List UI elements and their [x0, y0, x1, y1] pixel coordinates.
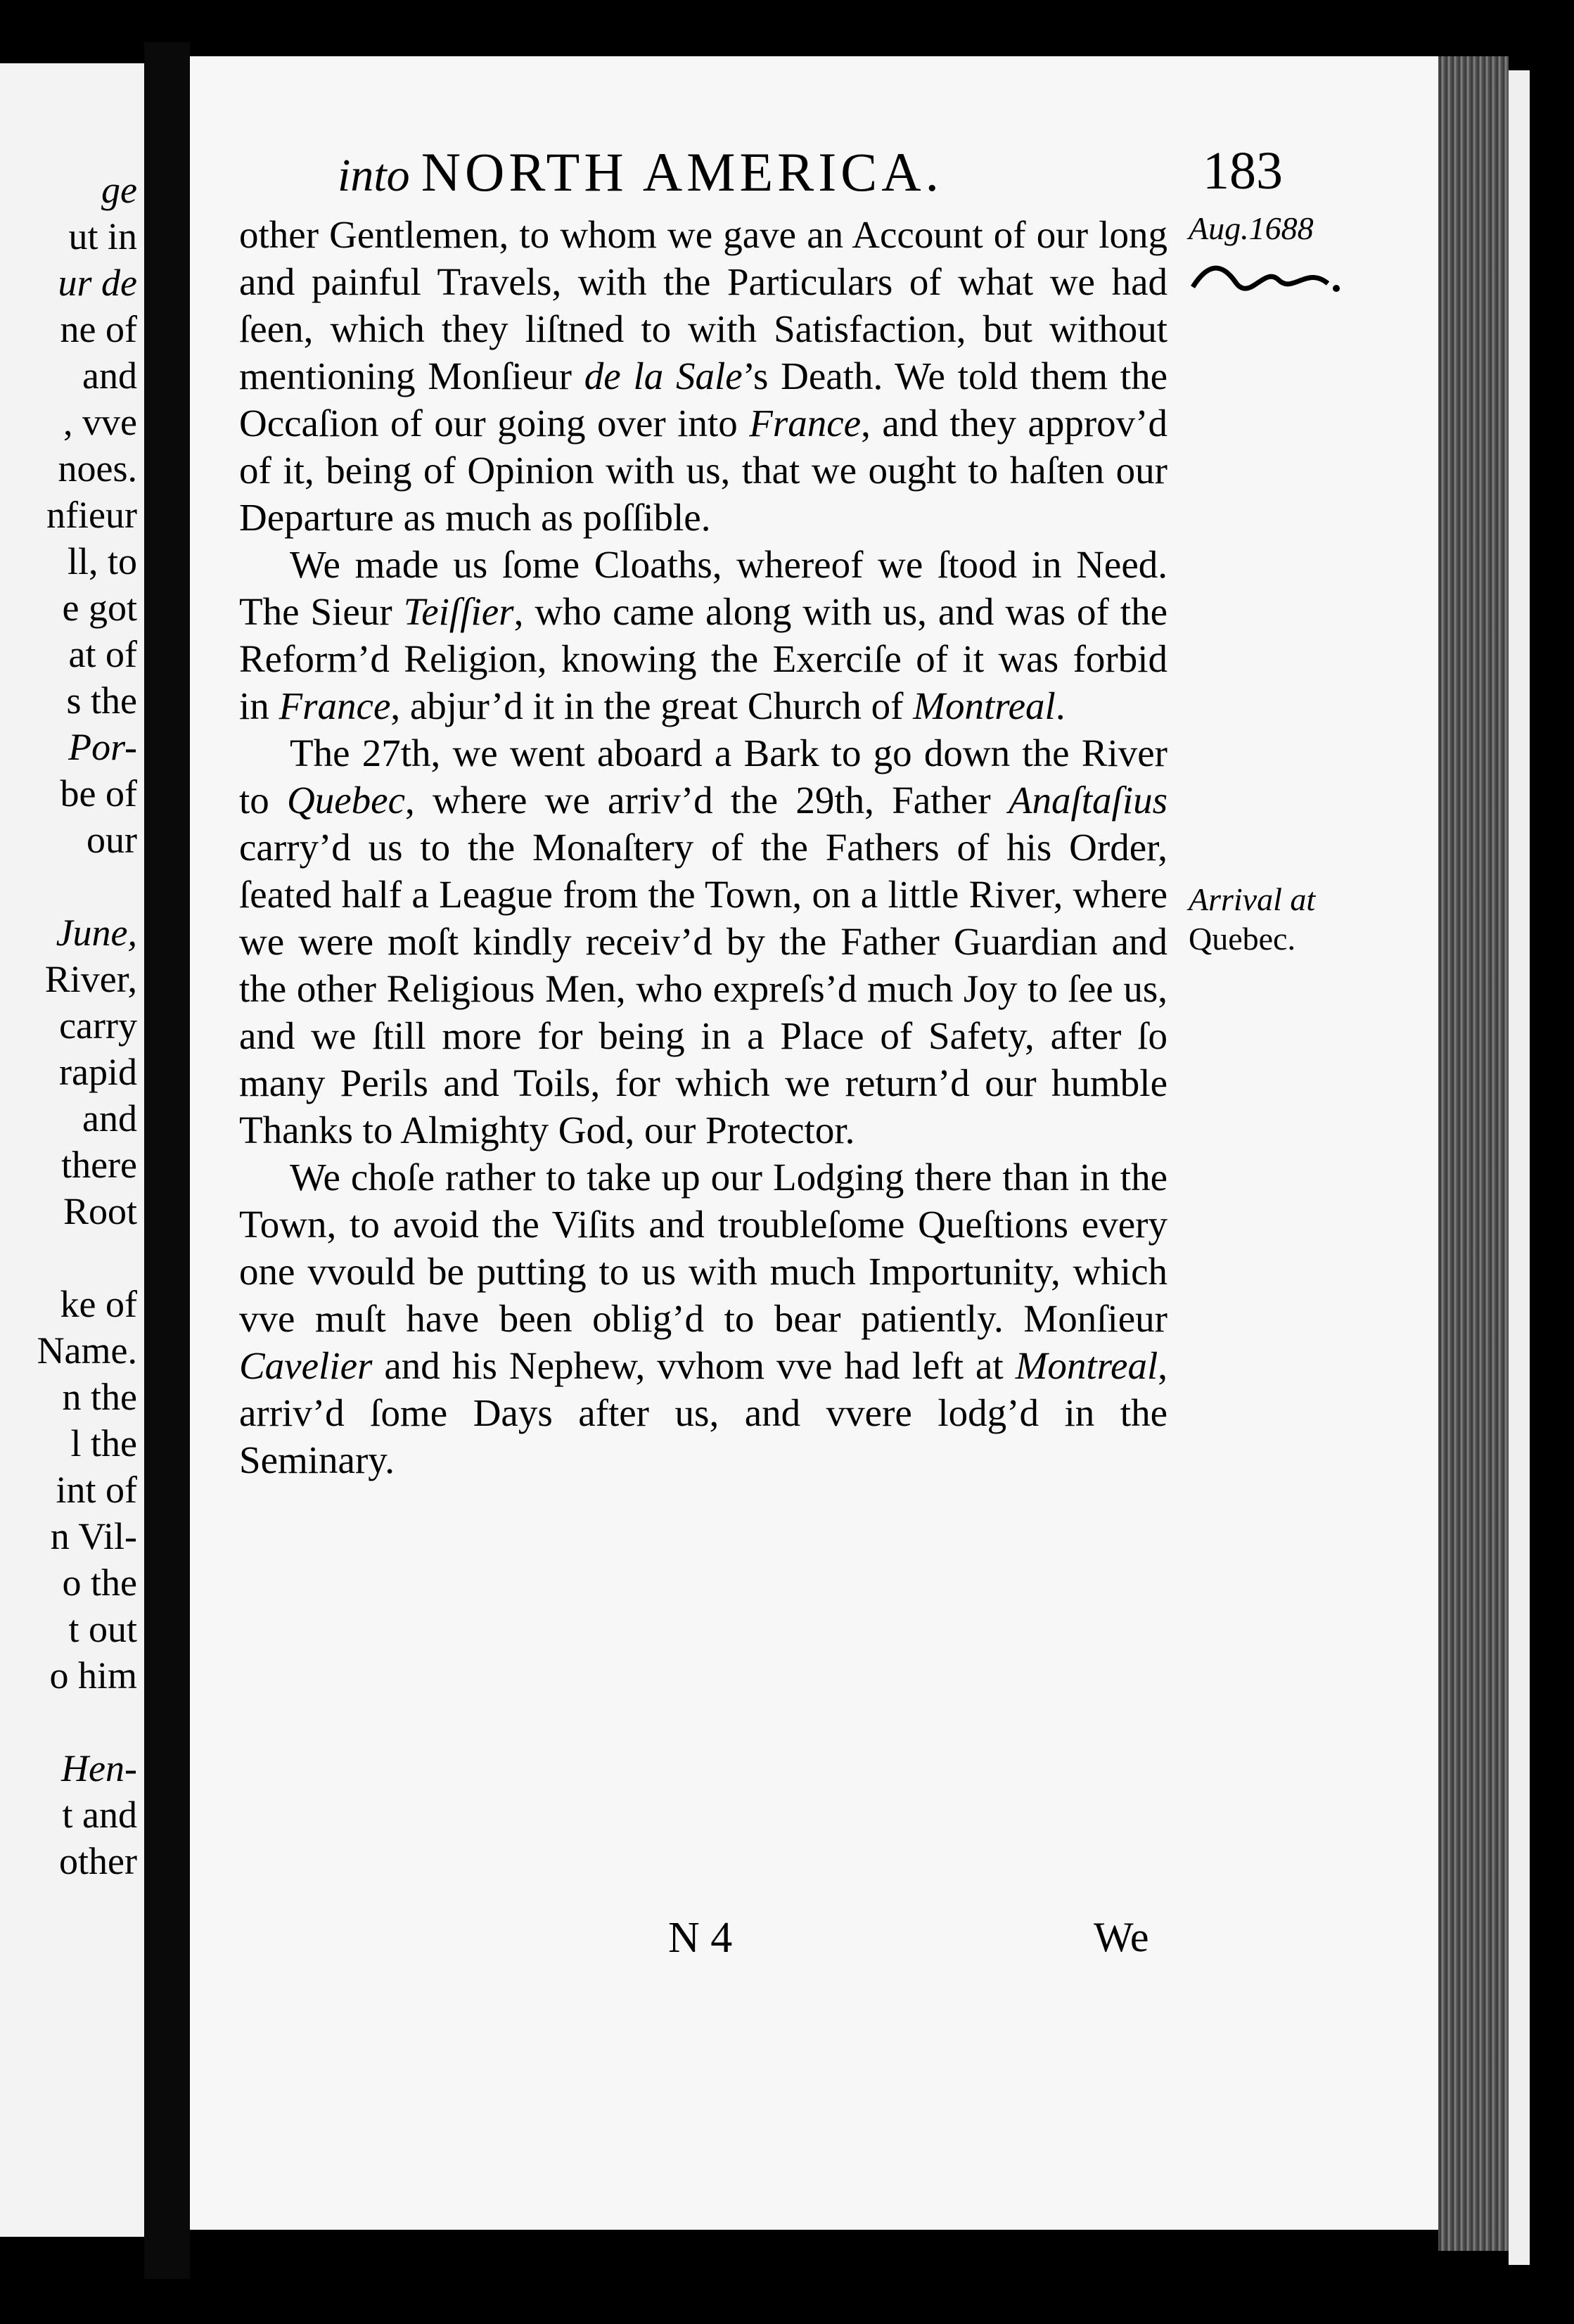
body-text [239, 211, 1167, 1483]
left-page-line: ke of [60, 1283, 137, 1325]
page-edge-strip [1509, 70, 1530, 2265]
left-page-line: nfieur [46, 494, 137, 536]
left-page-line: l the [70, 1422, 137, 1464]
left-page-line: rapid [59, 1051, 137, 1093]
left-page-line: ur de [58, 262, 137, 304]
margin-note-arrival: Arrival at [1189, 881, 1316, 917]
left-page-line: and [82, 355, 137, 397]
left-page-line: Root [63, 1190, 137, 1232]
book-gutter [144, 42, 190, 2279]
left-page-line: there [61, 1144, 137, 1186]
left-page-fragment [0, 63, 146, 2237]
page-edges [1438, 56, 1509, 2251]
left-page-line: River, [44, 958, 137, 1000]
left-page-line: June, [56, 912, 137, 954]
paragraph: We choſe rather to take up our Lodging there than in the Town, to avoid the Viſits and troubleſome Queſtions every one vvould be putting to us with much Importunity, which vve muſt have been oblig’d to bear patiently. Monſieur Cavelier and his Nephew, vvhom vve had left at Montreal, arriv’d ſome Days after us, and vvere lodg’d in the Seminary. [239, 1156, 1167, 1481]
left-page-line: Hen- [61, 1747, 137, 1789]
running-header [338, 141, 943, 204]
left-page-line: ut in [68, 215, 137, 257]
left-page-line: carry [59, 1004, 137, 1047]
left-page-line: Name. [37, 1329, 137, 1372]
left-page-line: , vve [63, 401, 137, 443]
left-page-line: ge [101, 169, 137, 211]
left-page-line: ll, to [67, 540, 137, 582]
left-page-line: noes. [58, 447, 137, 490]
left-page-line: ne of [60, 308, 137, 350]
catchword: We [1094, 1914, 1149, 1960]
left-page-line: o the [62, 1562, 137, 1604]
paragraph: other Gentlemen, to whom we gave an Account of our long and painful Travels, with the Particulars of what we had ſeen, which they liſtned to with Satisfaction, but without mentioning Monſieur de la Sale’s Death. We told them the Occaſion of our going over into France, and they approv’d of it, being of Opinion with us, that we ought to haſten our Departure as much as poſſible. [239, 213, 1167, 539]
left-page-line: other [59, 1840, 137, 1882]
left-page-line: t and [62, 1794, 137, 1836]
paragraph: We made us ſome Cloaths, whereof we ſtood in Need. The Sieur Teiſſier, who came along with us, and was of the Reform’d Religion, knowing the Exerciſe of it was forbid in France, abjur’d it in the great Church of Montreal. [239, 543, 1167, 727]
left-page-line: n Vil- [50, 1515, 137, 1557]
page-number: 183 [1203, 141, 1283, 200]
left-page-line: and [82, 1097, 137, 1139]
ornamental-swash-icon [1187, 259, 1342, 301]
header-title: NORTH AMERICA. [421, 141, 944, 203]
left-page-line: e got [62, 587, 137, 629]
left-page-line: o him [49, 1654, 137, 1697]
left-page-line: our [87, 819, 137, 861]
header-into: into [338, 150, 410, 201]
left-page-line: n the [62, 1376, 137, 1418]
margin-note-date: Aug.1688 [1189, 210, 1314, 246]
left-page-line: at of [68, 633, 137, 675]
left-page-line: t out [68, 1608, 137, 1650]
left-page-line: Por- [68, 726, 137, 768]
left-page-line: int of [56, 1469, 137, 1511]
margin-note-quebec: Quebec. [1189, 921, 1295, 957]
left-page-line: be of [60, 772, 137, 815]
left-page-line: s the [66, 679, 137, 722]
paragraph: The 27th, we went aboard a Bark to go down the River to Quebec, where we arriv’d the 29th, Father Anaſtaſius carry’d us to the Monaſtery of the Fathers of his Order, ſeated half a League from the Town, on a little River, where we were moſt kindly receiv’d by the Father Guardian and the other Religious Men, who expreſs’d much Joy to ſee us, and we ſtill more for being in a Place of Safety, after ſo many Perils and Toils, for which we return’d our humble Thanks to Almighty God, our Protector. [239, 732, 1168, 1151]
signature-mark: N 4 [668, 1914, 733, 1962]
